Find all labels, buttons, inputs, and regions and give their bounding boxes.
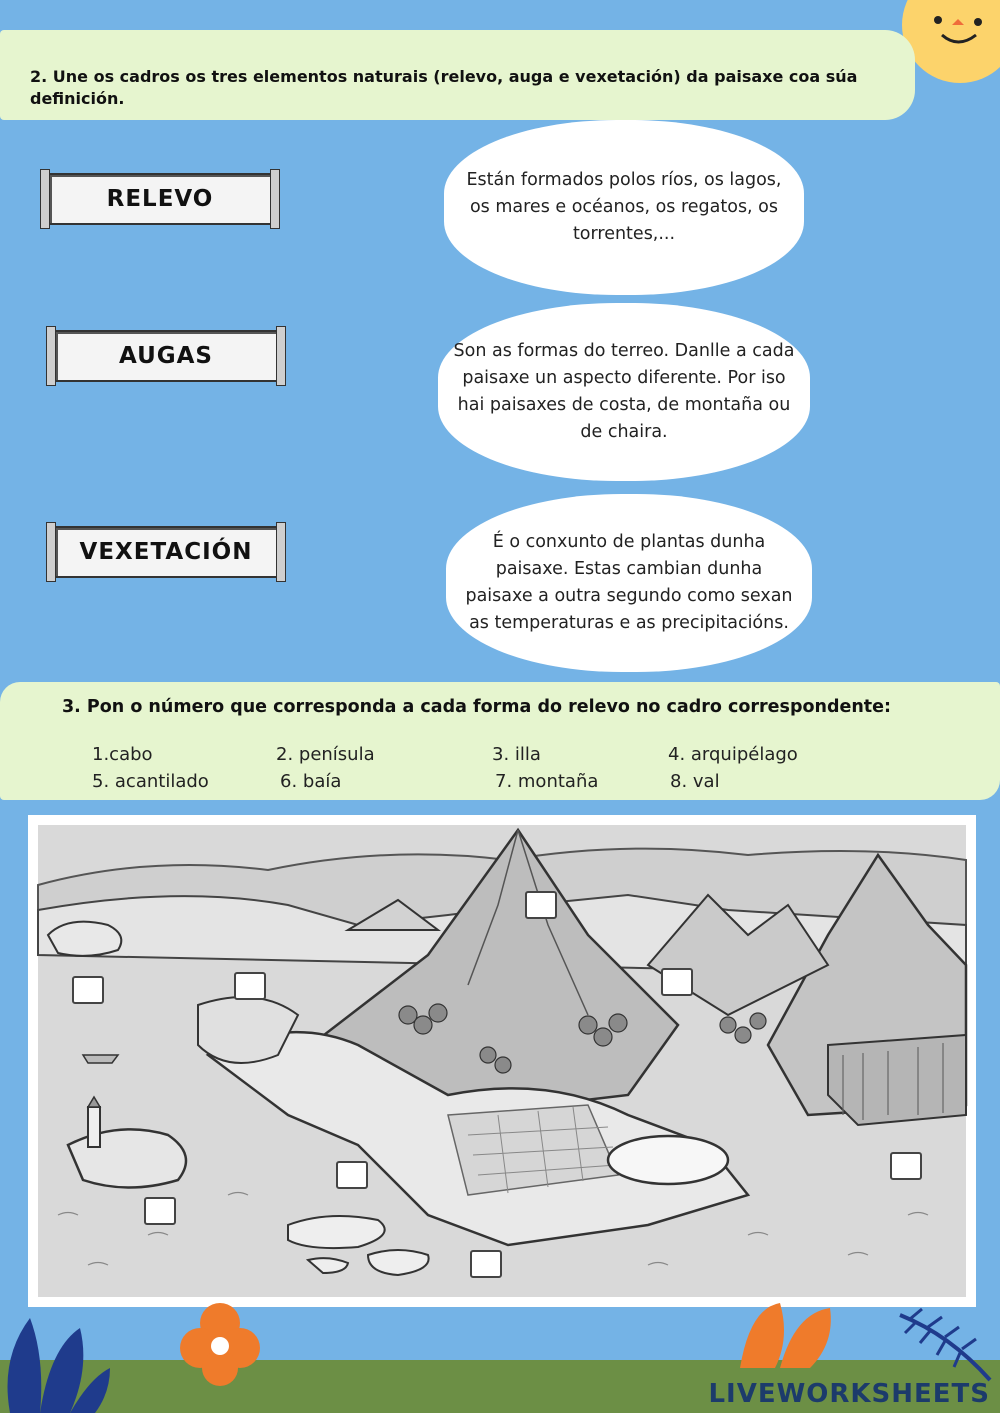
liveworksheets-logo[interactable]: LIVEWORKSHEETS xyxy=(708,1379,990,1409)
answer-box-2[interactable] xyxy=(72,976,104,1004)
plant-decoration-left xyxy=(0,1298,120,1413)
label-augas[interactable] xyxy=(46,330,286,382)
term-4: 4. arquipélago xyxy=(668,744,798,765)
answer-box-3[interactable] xyxy=(234,972,266,1000)
landscape-illustration xyxy=(28,815,976,1307)
term-3: 3. illa xyxy=(492,744,541,765)
exercise2-title: 2. Une os cadros os tres elementos naturais (relevo, auga e vexetación) da paisaxe coa súa definición. xyxy=(30,67,858,108)
term-8: 8. val xyxy=(670,771,720,792)
definition-3[interactable]: É o conxunto de plantas dunha paisaxe. Estas cambian dunha paisaxe a outra segundo como sexan as temperaturas e as precipitacións. xyxy=(446,494,812,672)
answer-box-7[interactable] xyxy=(144,1197,176,1225)
flower-decoration-left xyxy=(175,1298,265,1388)
label-relevo[interactable] xyxy=(40,173,280,225)
exercise3-title: 3. Pon o número que corresponda a cada forma do relevo no cadro correspondente: xyxy=(62,697,892,717)
label-relevo-text: RELEVO xyxy=(106,186,214,212)
term-2: 2. penísula xyxy=(276,744,375,765)
fern-decoration-right xyxy=(890,1305,1000,1385)
term-7: 7. montaña xyxy=(495,771,599,792)
definition-1[interactable]: Están formados polos ríos, os lagos, os mares e océanos, os regatos, os torrentes,... xyxy=(444,120,804,295)
label-vexetacion[interactable] xyxy=(46,526,286,578)
definition-2[interactable]: Son as formas do terreo. Danlle a cada paisaxe un aspecto diferente. Por iso hai paisaxes de costa, de montaña ou de chaira. xyxy=(438,303,810,481)
answer-box-1[interactable] xyxy=(525,891,557,919)
plant-decoration-right xyxy=(740,1298,850,1368)
answer-box-8[interactable] xyxy=(470,1250,502,1278)
answer-box-6[interactable] xyxy=(890,1152,922,1180)
term-6: 6. baía xyxy=(280,771,342,792)
term-1: 1.cabo xyxy=(92,744,153,765)
answer-box-4[interactable] xyxy=(661,968,693,996)
label-augas-text: AUGAS xyxy=(118,343,213,369)
answer-box-5[interactable] xyxy=(336,1161,368,1189)
term-5: 5. acantilado xyxy=(92,771,209,792)
label-vexetacion-text: VEXETACIÓN xyxy=(79,539,253,565)
